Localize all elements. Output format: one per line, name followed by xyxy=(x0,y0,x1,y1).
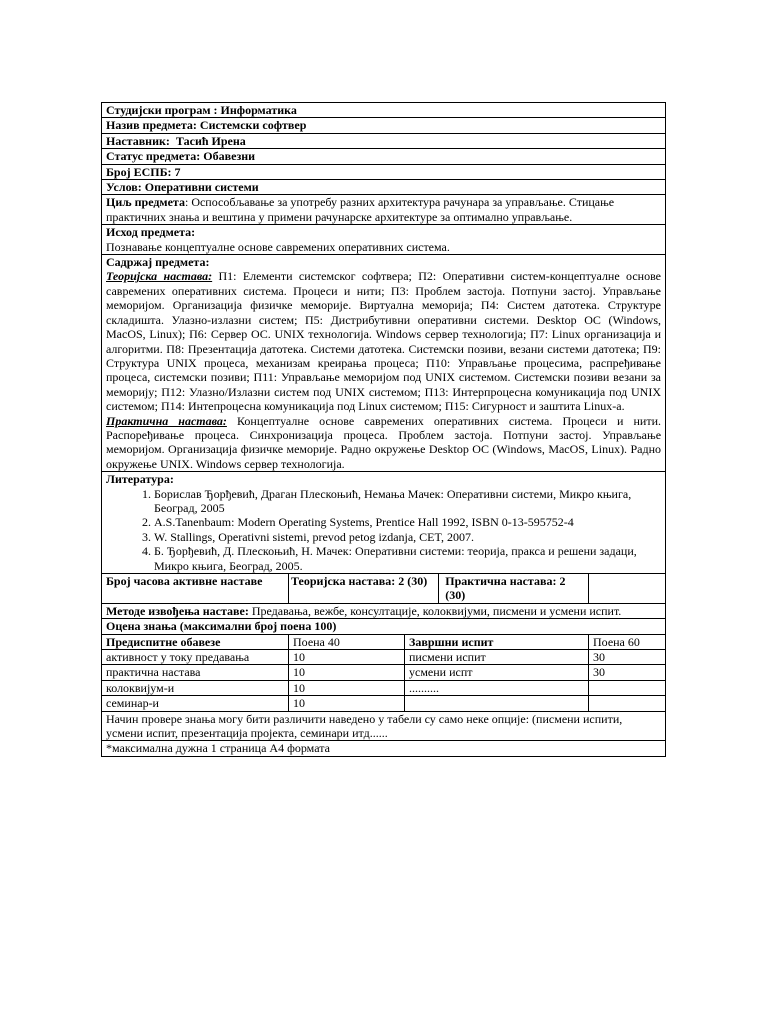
grading-cell xyxy=(405,696,589,711)
grading-cell: активност у току предавања xyxy=(102,650,289,665)
outcome-label: Исход предмета: xyxy=(106,225,196,240)
hours-label: Број часова активне наставе xyxy=(102,574,289,604)
grading-cell: колоквијум-и xyxy=(102,680,289,695)
grading-header-row xyxy=(102,634,666,649)
grading-row xyxy=(102,665,666,680)
theory-paragraph xyxy=(106,269,661,413)
outcome-row xyxy=(102,225,666,255)
grading-cell xyxy=(589,680,666,695)
status-row xyxy=(102,149,666,164)
grading-cell: практична настава xyxy=(102,665,289,680)
theory-text: П1: Елементи системског софтвера; П2: Оперативни систем-концептуалне основе савремених оперативних система. Процеси и нити; П3: Проблем застоја. Потпуни застој. Управљање меморијом. Организација физичке меморије. Виртуална меморија; П4: Систем датотека. Структуре складишта. Улазно-излазни систем; П5: Дистрибутивни оперативни системи. Desktop OC (Windows, MacOS, Linux); П6: Сервер ОС. UNIX технологија. Windows сервер технологија; П7: Linux организација и алгоритми. П8: Презентација датотека. Системи датотека. Системски позиви, везани системи датотека; П9: Структура UNIX процеса, механизам креирања процеса; П10: Управљање процесима, распређивање процеса, системски позиви; П11: Управљање меморијом под UNIX системом. Системски позиви везани за меморију; П12: Улазно/Излазни систем под UNIX системом; П13: Интерпроцесна комуникација под UNIX системом; П14: Интепроцесна комуникација под Linux системом; П15: Сигурност и заштита Linux-a. xyxy=(106,269,662,414)
methods-row xyxy=(102,603,666,618)
grading-row xyxy=(102,696,666,711)
grading-cell xyxy=(589,696,666,711)
literature-item: 2. A.S.Tanenbaum: Modern Operating Systems, Prentice Hall 1992, ISBN 0-13-595752-4 xyxy=(154,515,661,529)
practice-label: Практична настава: xyxy=(106,413,227,428)
condition-label: Услов: xyxy=(106,180,142,195)
grading-header-pre-points: Поена 40 xyxy=(289,634,405,649)
hours-theory: Теоријска настава: 2 (30) xyxy=(291,574,428,588)
grading-cell: .......... xyxy=(405,680,589,695)
hours-practice: Практична настава: 2 (30) xyxy=(438,574,584,603)
condition-value: Оперативни системи xyxy=(144,180,259,195)
grading-header-final-exam: Завршни испит xyxy=(405,634,589,649)
goal-text: : Оспособљавање за употребу разних архитектура рачунара за управљање. Стицање практичних знања и вештина у примени рачунарске архитектуре за оптимално управљање. xyxy=(106,195,615,224)
hours-row xyxy=(102,574,666,604)
outcome-text: Познавање концептуалне основе савремених оперативних система. xyxy=(106,239,450,254)
content-row xyxy=(102,255,666,472)
grading-title: Оцена знања (максимални број поена 100) xyxy=(102,619,666,634)
grading-cell: писмени испит xyxy=(405,650,589,665)
literature-item: 1. Борислав Ђорђевић, Драган Плескоњић, Немања Мачек: Оперативни системи, Микро књига, Београд, 2005 xyxy=(154,487,661,516)
literature-row xyxy=(102,472,666,574)
goal-label: Циљ предмета xyxy=(106,195,185,210)
footnote-row xyxy=(102,741,666,756)
grading-cell: 10 xyxy=(289,665,405,680)
status-value: Обавезни xyxy=(203,149,256,164)
espb-label: Број ЕСПБ: xyxy=(106,164,172,179)
grading-cell: 10 xyxy=(289,650,405,665)
practice-paragraph xyxy=(106,414,661,472)
theory-label: Теоријска настава: xyxy=(106,269,213,284)
subject-name-value: Системски софтвер xyxy=(199,118,307,133)
grading-row xyxy=(102,650,666,665)
grading-cell: семинар-и xyxy=(102,696,289,711)
grading-cell: 10 xyxy=(289,696,405,711)
program-value: Информатика xyxy=(220,103,297,117)
subject-name-label: Назив предмета: xyxy=(106,118,197,133)
teacher-row xyxy=(102,133,666,148)
grading-cell: 30 xyxy=(589,665,666,680)
literature-label: Литература: xyxy=(106,472,174,487)
grading-cell: 10 xyxy=(289,680,405,695)
course-syllabus-table xyxy=(101,102,666,757)
program-row xyxy=(102,103,666,118)
teacher-label: Наставник: xyxy=(106,133,170,148)
note-row xyxy=(102,711,666,741)
grading-header-final-points: Поена 60 xyxy=(589,634,666,649)
grading-cell: усмени испт xyxy=(405,665,589,680)
grading-title-row xyxy=(102,619,666,634)
literature-item: 4. Б. Ђорђевић, Д. Плескоњић, Н. Мачек: Оперативни системи: теорија, пракса и решени задаци, Микро књига, Београд, 2005. xyxy=(154,544,661,573)
practice-text: Концептуалне основе савремених оперативних система. Процеси и нити. Распоређивање процеса. Синхронизација процеса. Проблем застоја. Потпуни застој. Управљање меморијом. Организација физичке меморије. Радно окружење Desktop OC (Windows, MacOS, Linux). Радно окружење UNIX. Windows сервер технологија. xyxy=(106,413,662,471)
literature-list xyxy=(106,487,661,573)
condition-row xyxy=(102,180,666,195)
espb-row xyxy=(102,164,666,179)
subject-name-row xyxy=(102,118,666,133)
assessment-note: Начин провере знања могу бити различити наведено у табели су само неке опције: (писмени испити, усмени испит, презентација пројекта, семинари итд...... xyxy=(102,711,666,741)
methods-text: Предавања, вежбе, консултације, колоквијуми, писмени и усмени испит. xyxy=(248,603,622,618)
content-label: Садржај предмета: xyxy=(106,255,210,270)
literature-item: 3. W. Stallings, Operativni sistemi, prevod petog izdanja, CET, 2007. xyxy=(154,530,661,544)
espb-value: 7 xyxy=(174,164,181,179)
grading-cell: 30 xyxy=(589,650,666,665)
teacher-value: Тасић Ирена xyxy=(175,133,246,148)
program-label: Студијски програм : xyxy=(106,103,218,117)
grading-header-pre-exam: Предиспитне обавезе xyxy=(102,634,289,649)
grading-row xyxy=(102,680,666,695)
methods-label: Методе извођења наставе: xyxy=(106,603,249,618)
footnote: *максимална дужна 1 страница А4 формата xyxy=(102,741,666,756)
status-label: Статус предмета: xyxy=(106,149,201,164)
goal-row xyxy=(102,195,666,225)
